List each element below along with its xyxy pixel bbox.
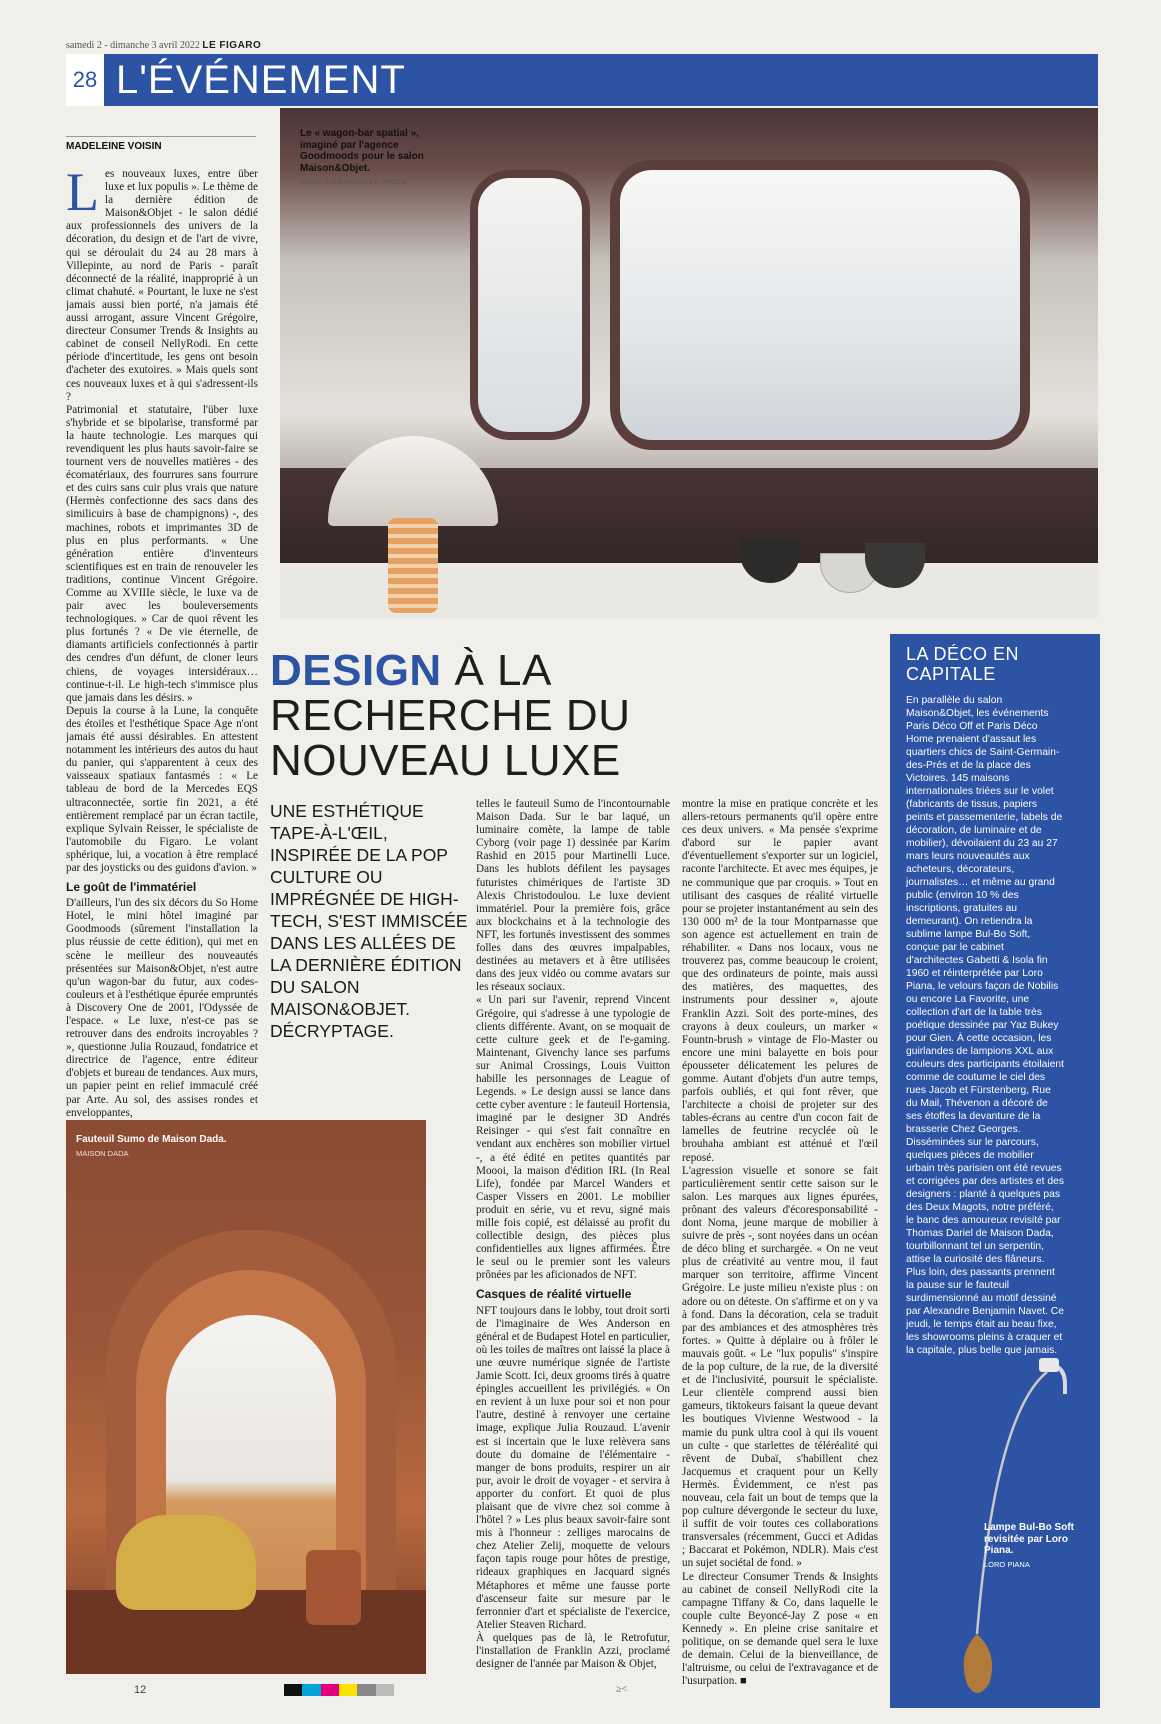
paragraph: montre la mise en pratique concrète et les allers-retours permanents qu'il opère entre ces deux univers. « Ma pensée s'exprime d'abord sur le papier avant d'éventuellement s'exporter sur un logiciel, raconte l'architecte. Et avec mes équipes, je ne communique que par croquis. » Tout en utilisant des casques de réalité virtuelle pour se projeter instantanément au sein des 130 000 m² de la tour Montparnasse que son agence est actuellement en train de réhabiliter. « Dans nos locaux, vous ne trouverez pas, comme beaucoup le croient, que des ordinateurs de pointe, mais aussi des matières, des maquettes, des instruments pour dessiner », ajoute Franklin Azzi. Soit des porte-mines, des crayons à deux couleurs, un marker « Fountn-brush » vintage de Flo-Master ou encore une mini balayette en bois pour épousseter délicatement les pelures de gomme. Autant d'objets d'un autre temps, parfois oubliés, et qui font rêver, que l'architecte a choisi de projeter sur des tables-écrans au centre d'un cocon fait de lamelles de feutrine recyclée où le brouhaha ambiant est atténué et l'œil reposé.: [682, 798, 878, 1164]
sumo-armchair: [116, 1515, 256, 1610]
headline-rest: À LA RECHERCHE DU NOUVEAU LUXE: [270, 646, 631, 785]
photo-credit: LORO PIANA: [984, 1559, 1030, 1569]
sidebar-photo-caption: Lampe Bul-Bo Soft revisitée par Loro Piana. LORO PIANA: [984, 1522, 1094, 1570]
print-color-bar: [284, 1684, 394, 1696]
paragraph: L'agression visuelle et sonore se fait particulièrement sentir cette saison sur le salon. Les marques aux lignes épurées, prônant des valeurs d'écoresponsabilité - dont Noma, jeune marque de mobilier à suivre de près -, sont noyées dans un océan de déco bling et surchargée. « On ne veut plus de créativité au ventre mou, il faut marquer son territoire, affirme Vincent Grégoire. Le juste milieu n'existe plus : on adore ou on déteste. On s'affirme et on y va à fond. Dans la décoration, cela se traduit par des ambiances et des atmosphères très fortes. » Quitte à déplaire ou à frôler le mauvais goût. « Le "lux populis" s'inspire de la pop culture, de la rue, de la diversité et de l'inclusivité, poursuit le spécialiste. Leur clientèle comprend aussi bien gameurs, tiktokeurs faisant la queue devant les boutiques Vivienne Westwood - la mamie du punk ultra cool à qui ils vouent un culte - que starlettes de téléréalité qui rêvent de Dubaï, s'habillent chez Jacquemus et craquent pour un Kelly Hermès. Évidemment, ce n'est pas nouveau, cela fait un bout de temps que la pop culture dévergonde le secteur du luxe, il suffit de voir toutes ces collaborations transversales (récemment, Gucci et Adidas ; Baccarat et Pokémon, NDLR). Mais c'est un sujet sociétal de fond. »: [682, 1164, 878, 1570]
author-byline: MADELEINE VOISIN: [66, 141, 162, 152]
paragraph: À quelques pas de là, le Retrofutur, l'installation de Franklin Azzi, proclamé designer de l'année par Maison & Objet,: [476, 1631, 670, 1671]
standfirst: UNE ESTHÉTIQUE TAPE-À-L'ŒIL, INSPIRÉE DE LA POP CULTURE OU IMPRÉGNÉE DE HIGH-TECH, S'EST IMMISCÉE DANS LES ALLÉES DE LA DERNIÈRE ÉDITION DU SALON MAISON&OBJET. DÉCRYPTAGE.: [270, 801, 468, 1041]
paragraph: Depuis la course à la Lune, la conquête des étoiles et l'esthétique Space Age n'ont jamais été aussi désirables. En attestent notamment les intérieurs des autos du haut du panier, qui s'apparentent à ceux des vaisseaux spatiaux fantasmés : « Le tableau de bord de la Mercedes EQS ultraconnectée, sortie fin 2021, a été entièrement remplacé par un écran tactile, explique Sylvain Reisser, le spécialiste de l'automobile du Figaro. Le volant sphérique, lui, a vocation à être remplacé par des joysticks ou des guidons d'avion. »: [66, 704, 258, 874]
headline: [270, 648, 830, 783]
subheading: Casques de réalité virtuelle: [476, 1287, 632, 1302]
subheading: Le goût de l'immatériel: [66, 880, 197, 895]
page-number: 28: [66, 54, 104, 106]
section-rubric: L'ÉVÉNEMENT: [116, 58, 406, 102]
second-photo-caption: Fauteuil Sumo de Maison Dada. MAISON DADA: [76, 1134, 296, 1159]
drop-cap: L: [66, 168, 99, 222]
headline-highlight: DESIGN: [270, 646, 442, 695]
print-mark: ≥<: [616, 1684, 628, 1695]
paragraph: « Un pari sur l'avenir, reprend Vincent Grégoire, qui s'adresse à une typologie de clients différente. Avant, on se moquait de cette culture geek et de l'e-gaming. Maintenant, Givenchy lance ses parfums sur Animal Crossings, Louis Vuitton habille les personnages de League of Legends. » Le design aussi se lance dans cette cyber aventure : le fauteuil Hortensia, imaginé par le designer 3D Andrés Reisinger - qui s'est fait connaître en vendant aux enchères son mobilier virtuel -, a été édité en petites quantités par Moooi, la maison d'édition IRL (In Real Life), fondée par Marcel Wanders et Casper Vissers en 2001. Le mobilier produit en série, vu et revu, signé mais mille fois copié, est délaissé au profit du collectible design, des pièces plus confidentielles aux lignes affirmées. Être le seul ou le premier sont les valeurs prônées par les aficionados de NFT.: [476, 994, 670, 1282]
paragraph: Patrimonial et statutaire, l'über luxe s'hybride et se bipolarise, transformé par la haute technologie. Les marques qui revendiquent les plus hauts savoir-faire se tournent vers de nouvelles matières - des écomatériaux, des fourrures sans fourrure et des cuirs sans cuir plus vrais que nature (Hermès confectionne des sacs dans des similicuirs à base de champignons) -, des machines, robots et imprimantes 3D de plus en plus performants. « Une génération entière d'inventeurs scientifiques est en train de renouveler les traditions, continue Vincent Grégoire. Comme au XVIIIe siècle, le luxe va de pair avec les bouleversements technologiques. » Car de quoi rêvent les plus fortunés ? « De vie éternelle, de diamants artificiels confectionnés à partir des cendres d'un défunt, de cloner leurs chiens, de voyages intersidéraux… continue-t-il. Le high-tech s'immisce plus que jamais dans les désirs. »: [66, 403, 258, 704]
sidebar-body: En parallèle du salon Maison&Objet, les événements Paris Déco Off et Paris Déco Home prenaient d'assaut les quartiers chics de Saint-Germain-des-Prés et de la place des Victoires. 145 maisons internationales triées sur le volet (fabricants de tissus, papiers peints et passementerie, labels de décoration, de luminaire et de mobilier), dévoilaient du 23 au 27 mars leurs nouveautés aux acheteurs, décorateurs, journalistes… et même au grand public (environ 10 % des inscriptions, gratuites au demeurant). On retiendra la sublime lampe Bul-Bo Soft, conçue par le cabinet d'architectes Gabetti & Isola fin 1960 et réinterprétée par Loro Piana, le velours façon de Nobilis ou encore La Favorite, une collection d'art de la table très poétique dessinée par Yaz Bukey pour Gien. À cette occasion, les guirlandes de lampions XXL aux couleurs des participants étoilaient comme de coutume le ciel des rues Jacob et Fürstenberg, Rue du Mail, Thévenon a décoré de ses étoffes la devanture de la brasserie Chez Georges. Disséminées sur le parcours, quelques pièces de mobilier urbain très parisien ont été revues et corrigées par des artistes et des designers : planté à quelques pas des Deux Magots, notre préféré, le banc des amoureux revisité par Thomas Dariel de Maison Dada, tourbillonnant tel un serpentin, attise la curiosité des flâneurs. Plus loin, des passants prennent la pause sur le fauteuil surdimensionné au motif dessiné par Alexandre Benjamin Navet. Ce jeudi, le temps était au beau fixe, les showrooms pleins à craquer et la capitale, plus belle que jamais.: [906, 695, 1064, 1356]
photo-credit: ANNE-EMMANUELLE THION: [300, 177, 407, 186]
lamp-shade: [328, 436, 498, 526]
paragraph: D'ailleurs, l'un des six décors du So Home Hotel, le mini hôtel imaginé par Goodmoods (sûrement l'installation la plus réussie de cette édition), qui met en scène le meilleur des nouveautés présentées sur Maison&Objet, n'est autre qu'un wagon-bar du futur, aux codes-couleurs et à l'esthétique épurée empruntés à Discovery One de 2001, l'Odyssée de l'espace. « Le luxe, n'est-ce pas se retrouver dans des endroits incroyables ? », questionne Julia Rouzaud, fondatrice et directrice de l'agence, entre éditeur d'objets et bureau de tendances. Aux murs, un papier peint en relief immaculé créé par Arte. Au sol, des assises rondes et enveloppantes,: [66, 897, 258, 1118]
dateline: samedi 2 - dimanche 3 avril 2022 LE FIGARO: [66, 40, 262, 51]
lead-photo-caption: Le « wagon-bar spatial », imaginé par l'agence Goodmoods pour le salon Maison&Objet. ANNE-EMMANUELLE THION: [300, 128, 450, 188]
folio: 12: [134, 1684, 147, 1696]
photo-fauteuil-sumo: [66, 1120, 426, 1674]
lamp-base: [388, 518, 438, 613]
article-column-1: [66, 168, 258, 1118]
article-column-3: [682, 798, 878, 1698]
porthole-window: [470, 170, 590, 440]
photo-credit: MAISON DADA: [76, 1148, 129, 1158]
panoramic-window: [610, 160, 1030, 450]
author-rule: [66, 136, 256, 137]
paragraph: Le directeur Consumer Trends & Insights au cabinet de conseil NellyRodi cite la campagne Tiffany & Co, dans laquelle le couple culte Beyoncé-Jay Z pose « en Kennedy ». En pleine crise sanitaire et politique, on se demande quel sera le luxe de demain. Celui de la bienveillance, de l'altruisme, ou celui de l'extravagance et de l'usurpation. ■: [682, 1570, 878, 1688]
lead-paragraph: Les nouveaux luxes, entre über luxe et lux populis ». Le thème de la dernière édition de Maison&Objet - le salon dédié aux professionnels des univers de la décoration, du design et de l'art de vivre, qui se déroulait du 24 au 28 mars à Villepinte, au nord de Paris - paraît déconnecté de la réalité, inapproprié à un climat chahuté. « Pourtant, le luxe ne s'est jamais aussi bien porté, n'a jamais été aussi arrogant, assure Vincent Grégoire, directeur Consumer Trends & Insights au cabinet de conseil NellyRodi. En cette période d'incertitude, les gens ont besoin d'acheter des exutoires. » Mais quels sont ces nouveaux luxes et à qui s'adressent-ils ?: [66, 168, 258, 403]
sidebar-title: LA DÉCO EN CAPITALE: [906, 644, 1020, 684]
paragraph: telles le fauteuil Sumo de l'incontournable Maison Dada. Sur le bar laqué, un luminaire comète, la lampe de table Cyborg (voir page 1) dessinée par Karim Rashid en 2015 pour Martinelli Luce. Dans les hublots défilent les paysages futuristes chimériques de l'artiste 3D Alexis Christodoulou. Le luxe devient immatériel. Pour la première fois, grâce aux blockchains et à la technologie des NFT, les fortunés investissent des sommes folles dans des œuvres impalpables, destinées au metavers et à être utilisées dans des jeux vidéo ou comme avatars sur les réseaux sociaux.: [476, 798, 670, 994]
article-column-2: [476, 798, 670, 1698]
paragraph: NFT toujours dans le lobby, tout droit sorti de l'imaginaire de Wes Anderson en général et de Budapest Hotel en particulier, où les toiles de maîtres ont laissé la place à une œuvre numérique signée de l'artiste Jamie Scott. Ici, deux grooms tirés à quatre épingles accueillent les privilégiés. « On en revient à un luxe pour soi et non pour l'autre, destiné à renvoyer une certaine image, explique Julia Rouzaud. L'avenir est si incertain que le luxe relèvera sans doute du domaine de l'élémentaire - manger de bons produits, respirer un air pur, avoir le droit de voyager - et servira à apporter du confort. Et quoi de plus plaisant que de vivre chez soi comme à l'hôtel ? » Les plus beaux savoir-faire sont mis à l'honneur : zelliges marocains de chez Atelier Zelij, moquette de velours façon tapis rouge pour hôtes de prestige, rideaux graphiques en Jacquard signés Métaphores et même une fausse porte d'ascenseur faite sur mesure par le ferronnier d'art et spécialiste de l'exercice, Atelier Steaven Richard.: [476, 1304, 670, 1631]
side-table: [306, 1550, 361, 1625]
